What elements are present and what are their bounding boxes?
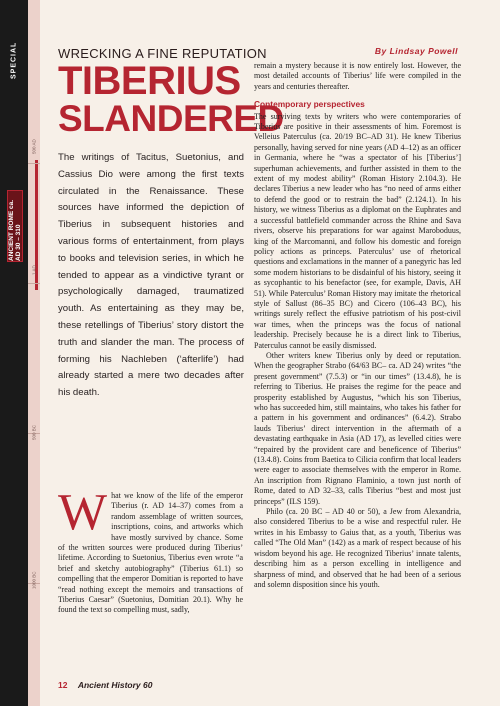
article-title (58, 59, 284, 139)
drop-cap: W (58, 484, 108, 541)
paragraph-text: hat we know of the life of the emperor Tiberius (r. AD 14–37) comes from a random assemblage of written sources, inscriptions, coins, and artworks which have mostly survived by chance. Some of the written sources were produced during Tiberius’ lifetime. According to Suetonius, Tiberius even wrote “a brief and sketchy autobiography” (Tiberius 61.1) so compelling that the emperor Domitian is reported to have “read nothing except the memoirs and transactions of Tiberius Caesar” (Suetonius, Domitian 20.1). Why he found the text so compelling must, sadly, (58, 491, 243, 615)
left-column (58, 484, 243, 616)
timeline-tick-label: 1 AD (31, 265, 37, 275)
timeline-tick-label: 500 AD (31, 139, 37, 155)
timeline-tick (28, 163, 40, 164)
timeline-tick-label: 1000 BC (31, 571, 37, 589)
timeline-tick (28, 283, 40, 284)
era-label: ANCIENT ROME ca. AD 30 – 310 (7, 190, 23, 262)
timeline-tick-label: 500 BC (31, 424, 37, 440)
body-paragraph: The surviving texts by writers who were contemporaries of Tiberius are positive in their assessments of him. Foremost is Velleius Paterculus (ca. 20/19 BC–AD 31). He knew Tiberius personally, having served for nine years (AD 4–12) as an officer in Germania, where he “was a spectator of his [Tiberius’] superhuman achievements, and further assisted in them to the extent of my modest ability” (Roman History 2.104.3). He declares Tiberius a new leader who has “no need of arms either to defend the good or to restrain the bad” (2.124.1). In his history, we witness Tiberius as a diplomat on the Euphrates and a successful battlefield commander across the Rhine and Sava rivers, observe his preparations for war against Maroboduus, king of the Marcomanni, and follow his domestic and foreign policy actions as princeps. Paterculus’ use of rhetorical questions and exclamations in the manner of a panegyric has led some modern historians to be disdainful of his history, seeing it as sycophantic to his benefactor (see, for example, Davis, AH 51). While Paterculus’ Roman History may imitate the rhetorical style of Sallust (86–35 BC) and Cicero (106–43 BC), his writings surely reflect the effusive patriotism of his post-civil war times, when the princeps was the focus of national leadership. Precisely because he is a direct link to Tiberius, Paterculus cannot be easily dismissed. (254, 111, 461, 350)
author-byline: By Lindsay Powell (374, 46, 458, 56)
body-paragraph: Other writers knew Tiberius only by deed or reputation. When the geographer Strabo (64/63 BC– ca. AD 24) writes “the present government” (7.5.3) or “in our times” (13.4.8), he is referring to Tiberius. He praises the regime for the peace and prosperity established by Augustus, “which his son Tiberius, who has succeeded him, still maintains, who takes his father for a pattern in his government and ordinances” (6.4.2). Strabo lauds Tiberius’ direct intervention in the aftermath of a devastating earthquake in Asia (AD 17), as levelled cities were “repaired by the provident care and beneficence of Tiberius” (13.4.8). Coins from Baetica to Cilicia confirm that local leaders were eager to associate themselves with the emperor in Rome. An inscription from Rignano Flaminio, a town just north of Rome, dated to AD 32–33, calls Tiberius “best and most just princeps” (ILS 159). (254, 350, 461, 506)
title-line-2: SLANDERED (58, 98, 284, 139)
section-label: SPECIAL (10, 41, 18, 79)
article-standfirst: The writings of Tacitus, Suetonius, and Cassius Dio were among the first texts circulated in the Renaissance. These sources have informed the depiction of Tiberius in subsequent histories and various forms of entertainment, from plays to books and television series, in which he tended to appear as a vindictive tyrant or psychologically damaged, traumatized youth. As entertaining as they may be, these retellings of Tiberius’ story distort the truth and slander the man. The process of forming his Nachleben (‘afterlife’) had already started a mere two decades after his death. (58, 152, 244, 399)
magazine-name: Ancient History 60 (77, 680, 153, 690)
body-paragraph: Philo (ca. 20 BC – AD 40 or 50), a Jew from Alexandria, also considered Tiberius to be a wise and respectful ruler. He writes in his Embassy to Gaius that, as a youth, Tiberius was called “The Old Man” (142) as a mark of respect because of his wisdom beyond his age. He recognized Tiberius’ innate talents, describing him as a person excelling in intelligence and sharpness of mind, and observed that he had been of a serious and solemn disposition since his youth. (254, 507, 461, 589)
timeline-pink-band (28, 0, 40, 706)
section-subhead: Contemporary perspectives (254, 99, 365, 110)
page-number: 12 (58, 680, 68, 690)
body-paragraph (58, 484, 243, 616)
page-footer (58, 680, 152, 690)
body-paragraph: remain a mystery because it is now entirely lost. However, the most detailed accounts of Tiberius’ life were compiled in the years and centuries thereafter. (254, 61, 461, 91)
article-kicker: WRECKING A FINE REPUTATION (58, 46, 267, 61)
title-line-1: TIBERIUS (58, 59, 241, 103)
timeline-dark-band (0, 0, 28, 706)
right-column (254, 61, 461, 590)
